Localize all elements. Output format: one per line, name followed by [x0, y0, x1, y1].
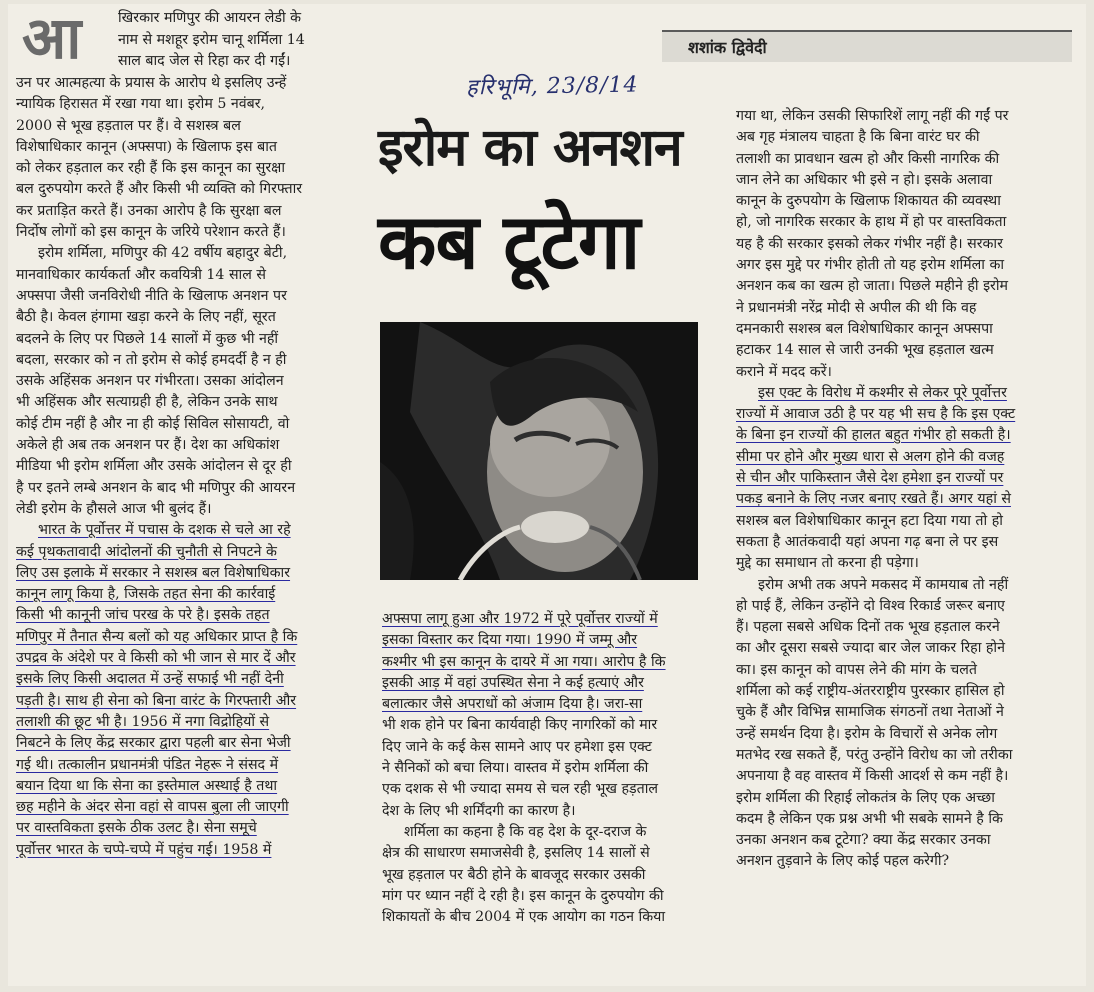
- text-line: से चीन और पाकिस्तान जैसे देश हमेशा इन राज्यों पर: [736, 470, 1004, 487]
- text-line: तलाशी की छूट भी है। 1956 में नगा विद्रोहियों से: [16, 713, 270, 730]
- text-line: हटाकर 14 साल से जारी उनकी भूख हड़ताल खत्म: [736, 342, 994, 359]
- column-1-intro: [118, 8, 346, 73]
- text-line: पकड़ बनाने के लिए नजर बनाए रखते हैं। अगर यहां से: [736, 491, 1011, 508]
- headline-line-1: इरोम का अनशन: [378, 118, 682, 178]
- text-line: इरोम शर्मिला, मणिपुर की 42 वर्षीय बहादुर बेटी,: [38, 245, 288, 262]
- text-line: का। इस कानून को वापस लेने की मांग के चलते: [736, 661, 978, 678]
- text-line: सीमा पर होने और मुख्य धारा से अलग होने की वजह: [736, 448, 1005, 465]
- text-line: है पर इतने लम्बे अनशन के बाद भी मणिपुर की आयरन: [16, 479, 296, 496]
- text-line: चुके हैं और विभिन्न सामाजिक संगठनों तथा नेताओं ने: [736, 704, 1004, 721]
- text-line: भी शक होने पर बिना कार्यवाही किए नागरिकों को मार: [382, 717, 658, 734]
- text-line: हो पाई हैं, लेकिन उन्होंने दो विश्व रिकार्ड जरूर बनाए: [736, 597, 1005, 614]
- text-line: अनशन कब का खत्म हो जाता। पिछले महीने ही इरोम: [736, 278, 1009, 295]
- text-line: गया था, लेकिन उसकी सिफारिशें लागू नहीं की गईं पर: [736, 108, 1009, 124]
- text-line: नाम से मशहूर इरोम चानू शर्मिला 14: [118, 31, 305, 48]
- text-line: का और दूसरा सबसे ज्यादा बार जेल जाकर रिहा होने: [736, 640, 1005, 657]
- text-line: मानवाधिकार कार्यकर्ता और कवयित्री 14 साल से: [16, 266, 266, 283]
- text-line: क्षेत्र की साधारण समाजसेवी है, इसलिए 14 सालों से: [382, 845, 650, 862]
- text-line: उन्हें समर्थन दिया है। इरोम के विचारों से अनेक लोग: [736, 725, 998, 742]
- text-line: कराने में मदद करें।: [736, 363, 832, 380]
- text-line: मीडिया भी इरोम शर्मिला और उसके आंदोलन से दूर ही: [16, 458, 292, 475]
- text-line: अफ्सपा लागू हुआ और 1972 में पूरे पूर्वोत्तर राज्यों में: [382, 611, 658, 627]
- text-line: लेडी इरोम के हौसले आज भी बुलंद हैं।: [16, 500, 212, 517]
- text-line: इसके लिए किसी अदालत में उन्हें सफाई भी नहीं देनी: [16, 671, 284, 688]
- text-line: उसके अहिंसक अनशन पर गंभीरता। उसका आंदोलन: [16, 373, 284, 390]
- text-line: कर प्रताड़ित करते हैं। उनका आरोप है कि सुरक्षा बल: [16, 202, 282, 219]
- column-3: [736, 106, 1076, 873]
- text-line: कदम है लेकिन एक प्रश्न अभी भी सबके सामने है कि: [736, 810, 1003, 827]
- text-line: शर्मिला का कहना है कि वह देश के दूर-दराज के: [404, 823, 647, 840]
- text-line: दमनकारी सशस्त्र बल विशेषाधिकार कानून अफ्सपा: [736, 320, 993, 337]
- text-line: कानून के दुरुपयोग के खिलाफ शिकायत की व्यवस्था: [736, 193, 1001, 210]
- column-1: [16, 73, 346, 861]
- text-line: कोई टीम नहीं है और ना ही कोई सिविल सोसायटी, वो: [16, 415, 290, 432]
- text-line: अब गृह मंत्रालय चाहता है कि बिना वारंट घर की: [736, 129, 980, 146]
- text-line: इसका विस्तार कर दिया गया। 1990 में जम्मू और: [382, 632, 638, 649]
- text-line: उपद्रव के अंदेशे पर वे किसी को भी जान से मार दें और: [16, 650, 296, 667]
- text-line: निर्दोष लोगों को इस कानून के जरिये परेशान करते हैं।: [16, 224, 286, 241]
- text-line: खिरकार मणिपुर की आयरन लेडी के: [118, 10, 302, 26]
- text-line: इरोम अभी तक अपने मकसद में कामयाब तो नहीं: [758, 576, 1009, 593]
- text-line: अकेले ही अब तक अनशन पर हैं। देश का अधिकांश: [16, 437, 280, 454]
- text-line: कानून लागू किया है, जिसके तहत सेना की कार्रवाई: [16, 586, 276, 603]
- text-line: निबटने के लिए केंद्र सरकार द्वारा पहली बार सेना भेजी: [16, 735, 291, 752]
- author-byline: शशांक द्विवेदी: [688, 38, 767, 57]
- text-line: अगर इस मुद्दे पर गंभीर होती तो यह इरोम शर्मिला का: [736, 257, 1005, 274]
- text-line: शिकायतों के बीच 2004 में एक आयोग का गठन किया: [382, 909, 666, 926]
- text-line: बैठी है। केवल हंगामा खड़ा करने के लिए नहीं, सूरत: [16, 309, 276, 326]
- text-line: देश के लिए भी शर्मिंदगी का कारण है।: [382, 802, 576, 819]
- column-2: [382, 609, 712, 928]
- text-line: यह है की सरकार इसको लेकर गंभीर नहीं है। सरकार: [736, 235, 1003, 252]
- text-line: अफ्सपा जैसी जनविरोधी नीति के खिलाफ अनशन पर: [16, 287, 287, 304]
- text-line: शर्मिला को कई राष्ट्रीय-अंतरराष्ट्रीय पुरस्कार हासिल हो: [736, 683, 1005, 700]
- text-line: 2000 से भूख हड़ताल पर हैं। वे सशस्त्र बल: [16, 117, 241, 134]
- text-line: लिए उस इलाके में सरकार ने सशस्त्र बल विशेषाधिकार: [16, 564, 291, 581]
- text-line: पूर्वोत्तर भारत के चप्पे-चप्पे में पहुंच गई। 1958 में: [16, 841, 272, 858]
- text-line: सशस्त्र बल विशेषाधिकार कानून हटा दिया गया तो हो: [736, 512, 1003, 529]
- text-line: अनशन तुड़वाने के लिए कोई पहल करेगी?: [736, 853, 950, 870]
- text-line: ने प्रधानमंत्री नरेंद्र मोदी से अपील की थी कि वह: [736, 299, 977, 316]
- text-line: न्यायिक हिरासत में रखा गया था। इरोम 5 नवंबर,: [16, 96, 266, 113]
- text-line: बल दुरुपयोग करते हैं और किसी भी व्यक्ति को गिरफ्तार: [16, 181, 303, 198]
- text-line: को लेकर हड़ताल कर रही हैं कि इस कानून का सुरक्षा: [16, 160, 285, 177]
- text-line: विशेषाधिकार कानून (अफ्सपा) के खिलाफ इस बात: [16, 138, 277, 155]
- text-line: दिए जाने के कई केस सामने आए पर हमेशा इस एक्ट: [382, 738, 652, 755]
- text-line: एक दशक से भी ज्यादा समय से चल रही भूख हड़ताल: [382, 781, 659, 798]
- text-line: बदलने के लिए पर पिछले 14 सालों में कुछ भी नहीं: [16, 330, 279, 347]
- text-line: उनका अनशन कब टूटेगा? क्या केंद्र सरकार उनका: [736, 832, 991, 849]
- text-line: कश्मीर भी इस कानून के दायरे में आ गया। आरोप है कि: [382, 653, 666, 670]
- text-line: तलाशी का प्रावधान खत्म हो और किसी नागरिक की: [736, 150, 1000, 167]
- text-line: बलात्कार जैसे अपराधों को अंजाम दिया है। जरा-सा: [382, 696, 643, 713]
- drop-cap: आ: [22, 4, 80, 72]
- text-line: मांग पर ध्यान नहीं दे रही है। इस कानून के दुरुपयोग की: [382, 887, 664, 904]
- text-line: इसकी आड़ में वहां उपस्थित सेना ने कई हत्याएं और: [382, 674, 644, 691]
- text-line: भी अहिंसक और सत्याग्रही ही है, लेकिन उनके साथ: [16, 394, 278, 411]
- text-line: पर वास्तविकता इसके ठीक उलट है। सेना समूचे: [16, 820, 257, 837]
- text-line: मणिपुर में तैनात सैन्य बलों को यह अधिकार प्राप्त है कि: [16, 628, 298, 645]
- text-line: ने सैनिकों को बचा लिया। वास्तव में इरोम शर्मिला की: [382, 760, 649, 777]
- text-line: उन पर आत्महत्या के प्रयास के आरोप थे इसलिए उन्हें: [16, 75, 287, 91]
- text-line: पड़ती है। साथ ही सेना को बिना वारंट के गिरफ्तारी और: [16, 692, 297, 709]
- text-line: साल बाद जेल से रिहा कर दी गईं।: [118, 53, 291, 70]
- text-line: मुद्दे का समाधान तो करना ही पड़ेगा।: [736, 555, 919, 572]
- text-line: भूख हड़ताल पर बैठी होने के बावजूद सरकार उसकी: [382, 866, 646, 883]
- text-line: अपनाया है वह वास्तव में किसी आदर्श से कम नहीं है।: [736, 768, 1009, 785]
- text-line: बदला, सरकार को न तो इरोम से कोई हमदर्दी है न ही: [16, 351, 287, 368]
- text-line: किसी भी कानूनी जांच परख के परे है। इसके तहत: [16, 607, 270, 624]
- text-line: हो, जो नागरिक सरकार के हाथ में हो पर वास्तविकता: [736, 214, 1007, 231]
- text-line: सकता है आतंकवादी यहां अपना गढ़ बना ले पर इस: [736, 533, 999, 550]
- headline-line-2: कब टूटेगा: [378, 197, 640, 286]
- portrait-photo: [380, 322, 698, 580]
- text-line: राज्यों में आवाज उठी है पर यह भी सच है कि इस एक्ट: [736, 406, 1016, 423]
- text-line: मतभेद रख सकते हैं, परंतु उन्होंने विरोध का जो तरीका: [736, 746, 1013, 763]
- text-line: गई थी। तत्कालीन प्रधानमंत्री पंडित नेहरू ने संसद में: [16, 756, 279, 773]
- text-line: बयान दिया था कि सेना का इस्तेमाल अस्थाई है तथा: [16, 777, 278, 794]
- text-line: कई पृथकतावादी आंदोलनों की चुनौती से निपटने के: [16, 543, 277, 560]
- text-line: इस एक्ट के विरोध में कश्मीर से लेकर पूरे पूर्वोत्तर: [758, 384, 1007, 401]
- text-line: छह महीने के अंदर सेना वहां से वापस बुला ली जाएगी: [16, 799, 289, 816]
- text-line: भारत के पूर्वोत्तर में पचास के दशक से चले आ रहे: [38, 522, 291, 539]
- handwritten-source-date: हरिभूमि, 23/8/14: [465, 72, 639, 101]
- portrait-image: [380, 322, 698, 580]
- text-line: इरोम शर्मिला की रिहाई लोकतंत्र के लिए एक अच्छा: [736, 789, 995, 806]
- text-line: जान लेने का अधिकार भी इसे न हो। इसके अलावा: [736, 171, 993, 188]
- text-line: हैं। पहला सबसे अधिक दिनों तक भूख हड़ताल करने: [736, 619, 1000, 636]
- text-line: के बिना इन राज्यों की हालत बहुत गंभीर हो सकती है।: [736, 427, 1011, 444]
